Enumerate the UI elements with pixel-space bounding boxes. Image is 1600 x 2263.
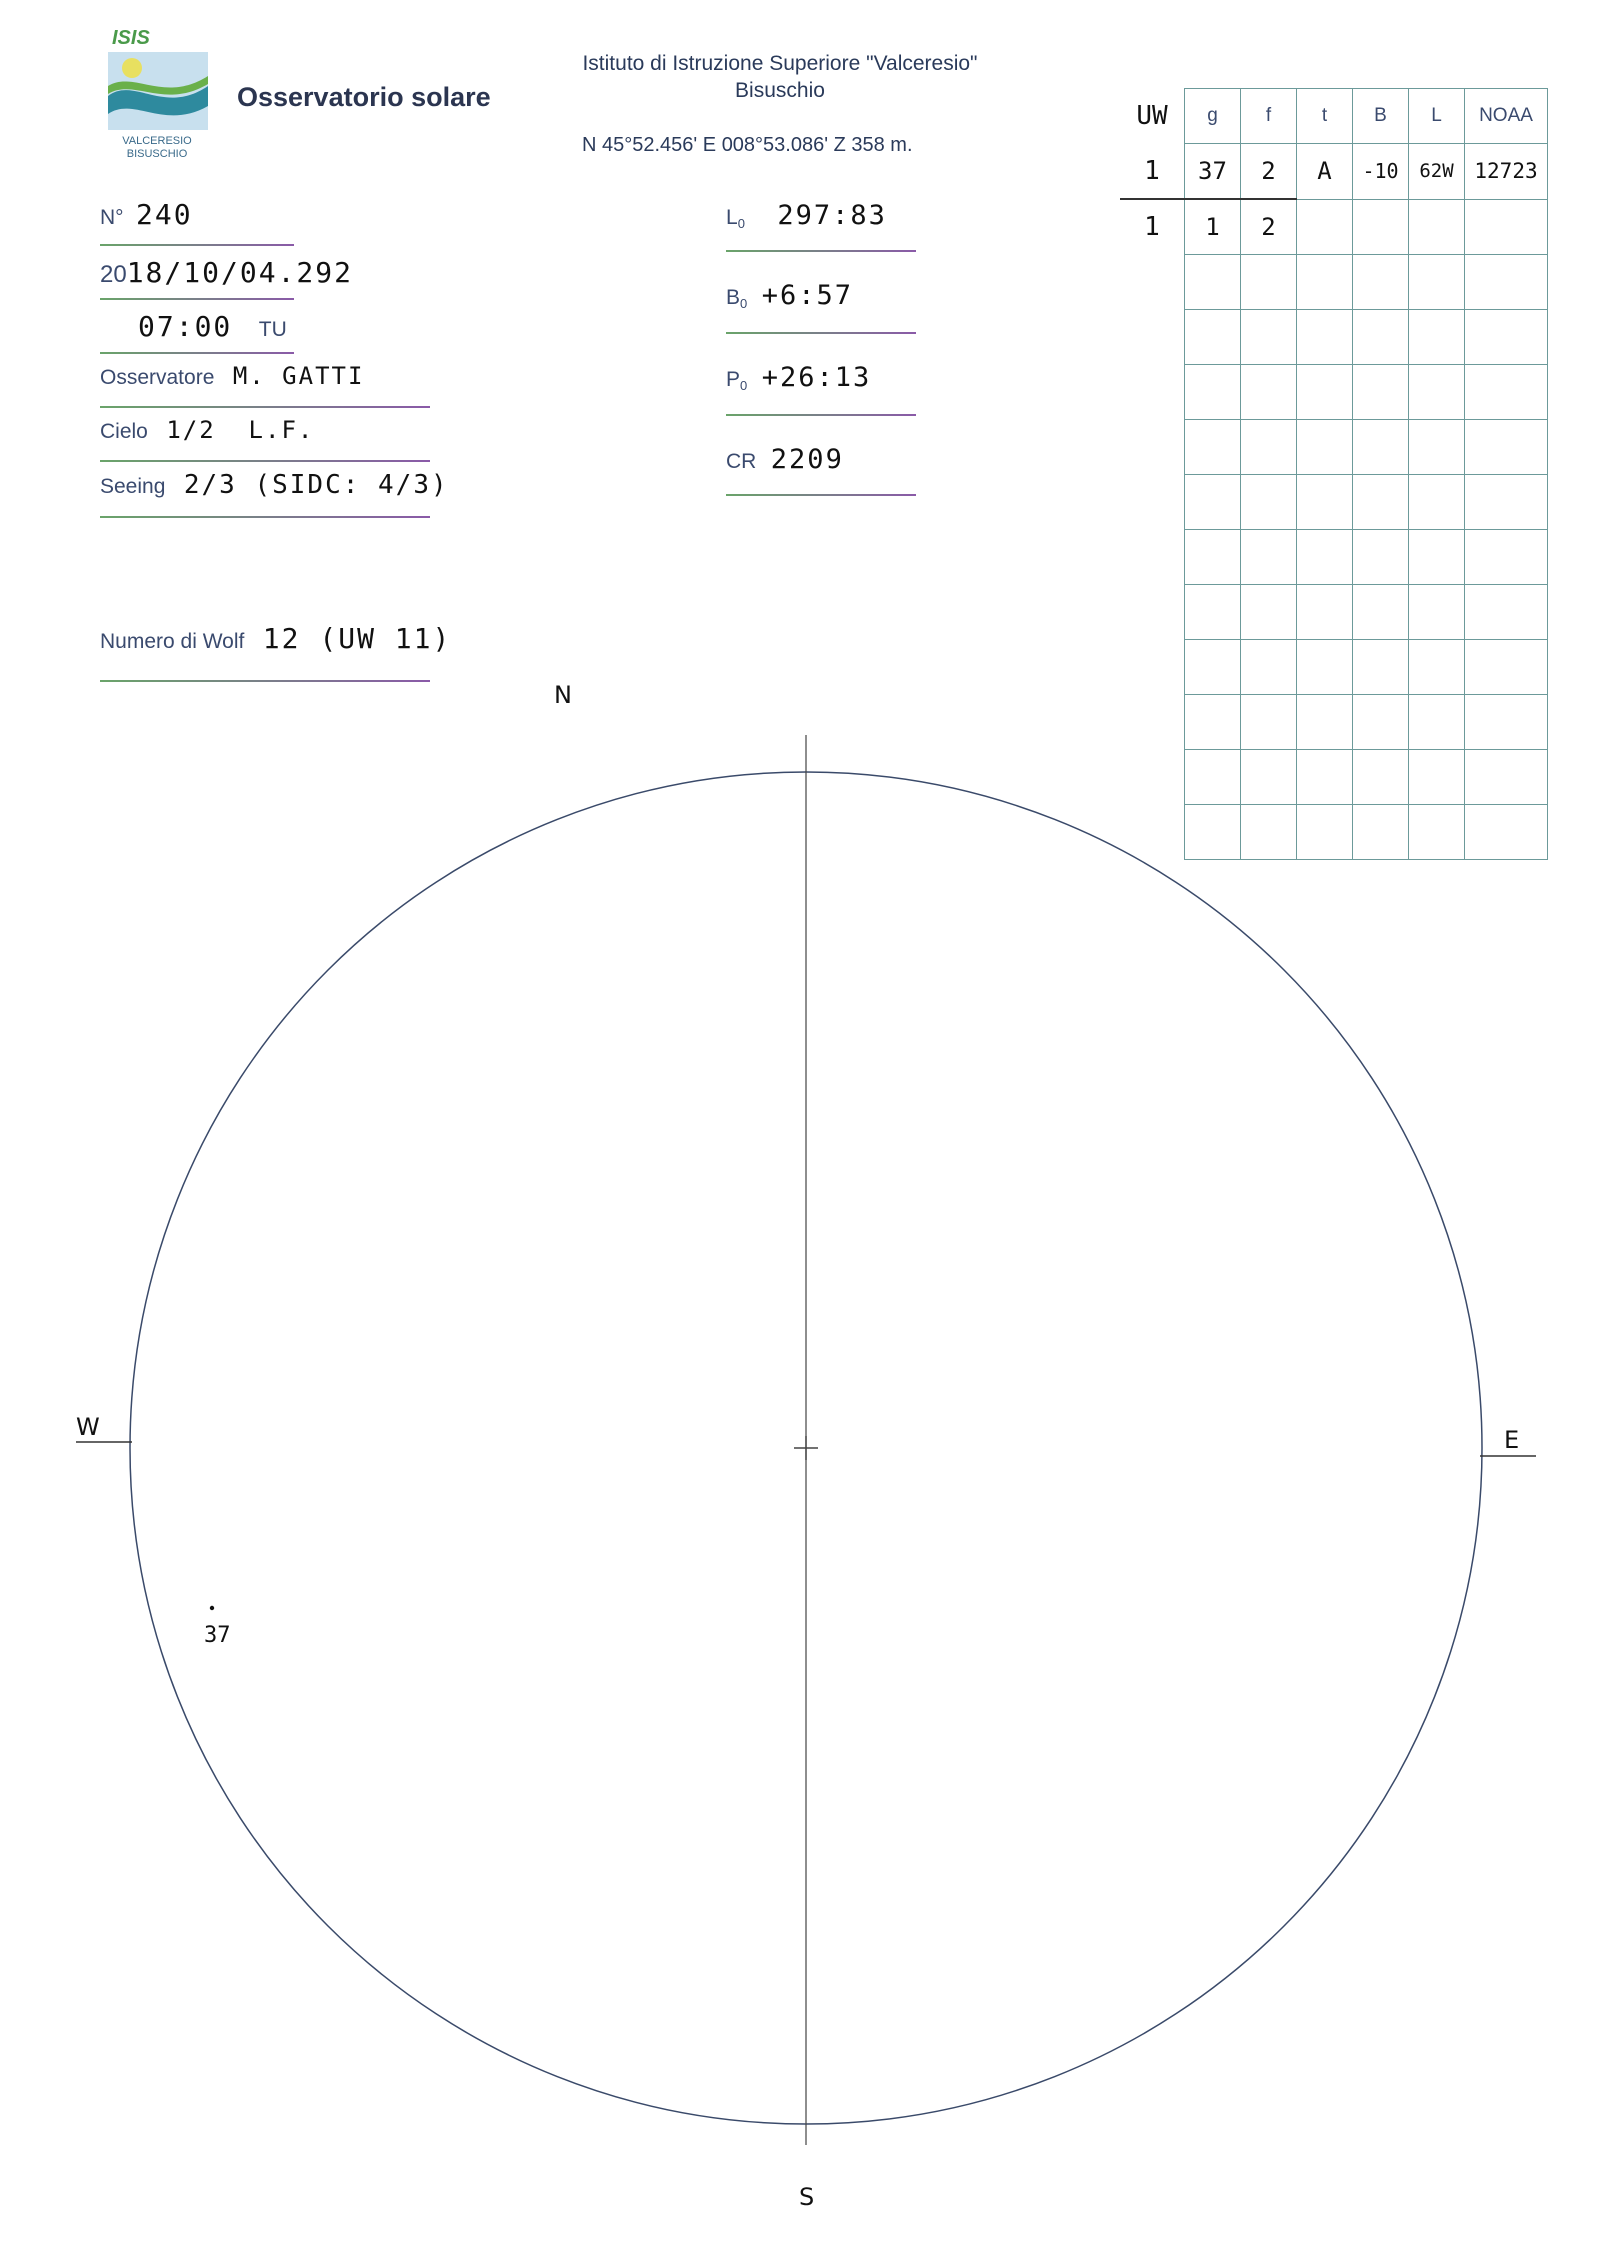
west-label: W	[76, 1413, 100, 1441]
sky-value: 1/2 L.F.	[166, 416, 315, 444]
seeing-value: 2/3 (SIDC: 4/3)	[183, 470, 449, 500]
south-label: S	[799, 2183, 815, 2211]
observer-label: Osservatore	[100, 366, 215, 389]
l0-value: 297:83	[777, 200, 887, 231]
east-label: E	[1504, 1426, 1520, 1454]
observer-value: M. GATTI	[232, 362, 365, 390]
p0-field: $P_0$ +26:13	[726, 362, 872, 394]
uw-header: UW	[1136, 101, 1168, 131]
number-label: N°	[100, 206, 124, 229]
row-uw: 1	[1120, 199, 1185, 255]
institute-name: Istituto di Istruzione Superiore "Valceresio"	[582, 52, 978, 75]
col-header-l: L	[1409, 89, 1465, 144]
b0-field: $B_0$ +6:57	[726, 280, 853, 312]
wolf-value: 12 (UW 11)	[262, 622, 452, 655]
cell-g: 1	[1185, 199, 1241, 255]
p0-value: +26:13	[761, 362, 872, 393]
page-title: Osservatorio solare	[237, 82, 491, 112]
cell-f: 2	[1241, 199, 1297, 255]
cell-t: A	[1297, 144, 1353, 200]
date-value: 18/10/04.292	[126, 256, 353, 289]
time-value: 07:00	[138, 310, 233, 343]
logo-text: ISIS	[112, 27, 150, 49]
sky-label: Cielo	[100, 420, 148, 443]
observatory-coordinates: N 45°52.456' E 008°53.086' Z 358 m.	[582, 134, 913, 156]
svg-text:VALCERESIO: VALCERESIO	[122, 135, 192, 147]
wolf-label: Numero di Wolf	[100, 630, 245, 653]
col-header-t: t	[1297, 89, 1353, 144]
svg-text:BISUSCHIO: BISUSCHIO	[126, 148, 188, 160]
b0-value: +6:57	[761, 280, 853, 311]
col-header-g: g	[1185, 89, 1241, 144]
col-header-noaa: NOAA	[1465, 89, 1548, 144]
col-header-b: B	[1353, 89, 1409, 144]
row-uw: 1	[1144, 155, 1160, 186]
cell-g: 37	[1185, 144, 1241, 200]
sunspot-group-label: 37	[204, 1623, 231, 1648]
cell-l: 62W	[1409, 144, 1465, 200]
cell-b: -10	[1353, 144, 1409, 200]
cr-value: 2209	[770, 444, 844, 475]
date-prefix: 20	[100, 261, 127, 288]
north-label: N	[554, 681, 572, 709]
number-value: 240	[136, 198, 193, 231]
sunspot-group-marker	[210, 1606, 214, 1610]
cell-noaa: 12723	[1465, 144, 1548, 200]
cell-f: 2	[1241, 144, 1297, 200]
col-header-f: f	[1241, 89, 1297, 144]
l0-label: L	[726, 206, 738, 229]
time-label: TU	[258, 318, 287, 341]
b0-label: B	[726, 286, 741, 309]
cr-label: CR	[726, 450, 757, 473]
l0-field: $L_0$ 297:83	[726, 200, 887, 232]
p0-label: P	[726, 368, 741, 391]
institute-city: Bisuschio	[735, 79, 825, 102]
seeing-label: Seeing	[100, 475, 166, 498]
